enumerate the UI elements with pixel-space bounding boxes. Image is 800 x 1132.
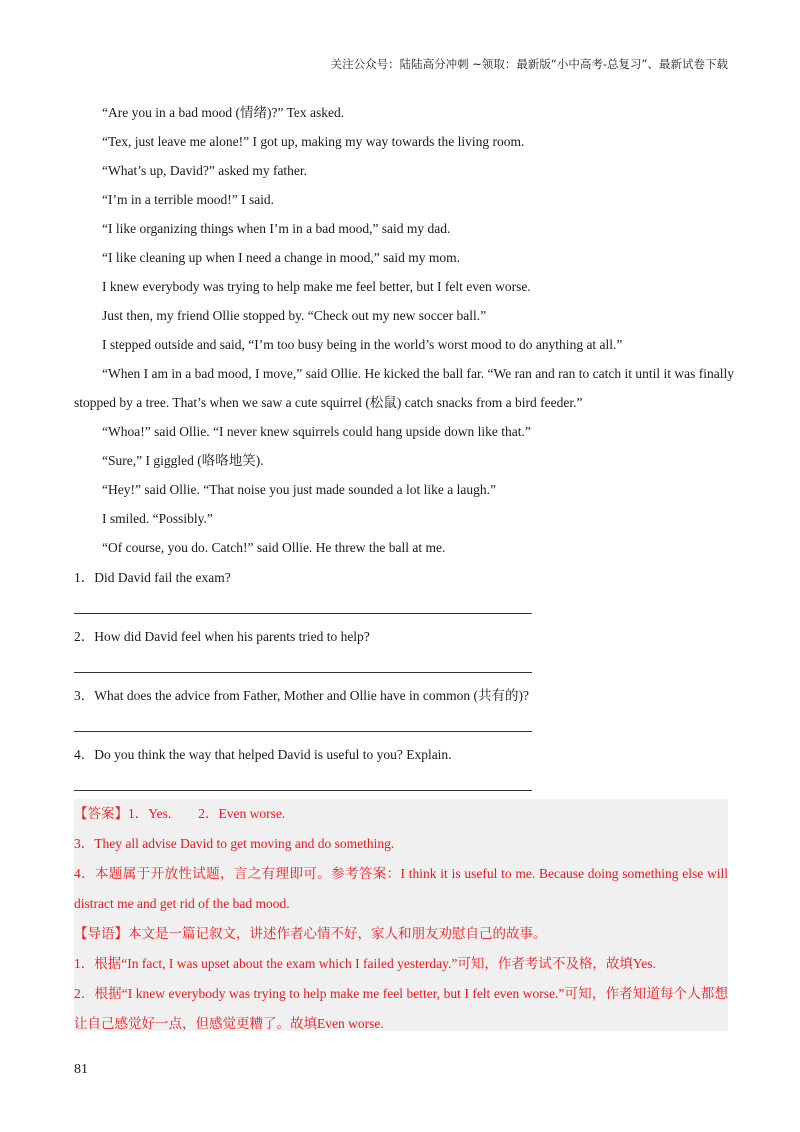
- answer-line: [74, 790, 532, 791]
- story-paragraph: “I like organizing things when I’m in a bad mood,” said my dad.: [102, 221, 451, 236]
- page-header: 关注公众号：陆陆高分冲刺 ~领取：最新版“小中高考-总复习”、最新试卷下载: [330, 57, 728, 71]
- question-text: 3．What does the advice from Father, Mother and Ollie have in common (共有的)?: [74, 688, 529, 703]
- question-text: 4．Do you think the way that helped David is useful to you? Explain.: [74, 747, 452, 762]
- question-item: [74, 624, 534, 683]
- answer-section: [74, 799, 728, 1031]
- questions: [74, 565, 534, 801]
- question-text: 1．Did David fail the exam?: [74, 570, 231, 585]
- story-paragraph: I stepped outside and said, “I’m too busy being in the world’s worst mood to do anything at all.”: [102, 337, 623, 352]
- story-paragraph: I smiled. “Possibly.”: [102, 511, 213, 526]
- question-item: [74, 565, 534, 624]
- story-paragraph: “Of course, you do. Catch!” said Ollie. He threw the ball at me.: [102, 540, 446, 555]
- story-text: [74, 98, 734, 562]
- explanation-1: 1．根据“In fact, I was upset about the exam which I failed yesterday.”可知，作者考试不及格，故填Yes.: [74, 956, 656, 971]
- question-text: 2．How did David feel when his parents tried to help?: [74, 629, 370, 644]
- story-paragraph: “Tex, just leave me alone!” I got up, making my way towards the living room.: [102, 134, 525, 149]
- story-paragraph: “Hey!” said Ollie. “That noise you just made sounded a lot like a laugh.”: [102, 482, 497, 497]
- question-item: [74, 683, 534, 742]
- question-item: [74, 742, 534, 801]
- answer-line: [74, 613, 532, 614]
- page-number: 81: [74, 1062, 88, 1077]
- story-paragraph: “When I am in a bad mood, I move,” said Ollie. He kicked the ball far. “We ran and ran to catch it until it was finally stopped by a tree. That’s when we saw a cute squirrel (松鼠) catch snacks from a bird feeder.”: [74, 366, 734, 410]
- story-paragraph: “I like cleaning up when I need a change in mood,” said my mom.: [102, 250, 461, 265]
- story-paragraph: “Are you in a bad mood (情绪)?” Tex asked.: [102, 105, 345, 120]
- answer-line: [74, 731, 532, 732]
- answer-line-2: 3．They all advise David to get moving and do something.: [74, 836, 395, 851]
- answer-line-1: 【答案】1．Yes. 2．Even worse.: [74, 806, 286, 821]
- answer-line-3: 4．本题属于开放性试题，言之有理即可。参考答案：I think it is useful to me. Because doing something else will distract me and get rid of the bad mood.: [74, 866, 728, 911]
- guide-line: 【导语】本文是一篇记叙文，讲述作者心情不好，家人和朋友劝慰自己的故事。: [74, 926, 547, 941]
- answer-line: [74, 672, 532, 673]
- story-paragraph: “I’m in a terrible mood!” I said.: [102, 192, 275, 207]
- story-paragraph: “Sure,” I giggled (咯咯地笑).: [102, 453, 264, 468]
- story-paragraph: “What’s up, David?” asked my father.: [102, 163, 308, 178]
- story-paragraph: Just then, my friend Ollie stopped by. “Check out my new soccer ball.”: [102, 308, 487, 323]
- story-paragraph: “Whoa!” said Ollie. “I never knew squirrels could hang upside down like that.”: [102, 424, 531, 439]
- story-paragraph: I knew everybody was trying to help make me feel better, but I felt even worse.: [102, 279, 531, 294]
- explanation-2: 2．根据“I knew everybody was trying to help make me feel better, but I felt even worse.”可知，作者知道每个人都想让自己感觉好一点，但感觉更糟了。故填Even worse.: [74, 986, 728, 1031]
